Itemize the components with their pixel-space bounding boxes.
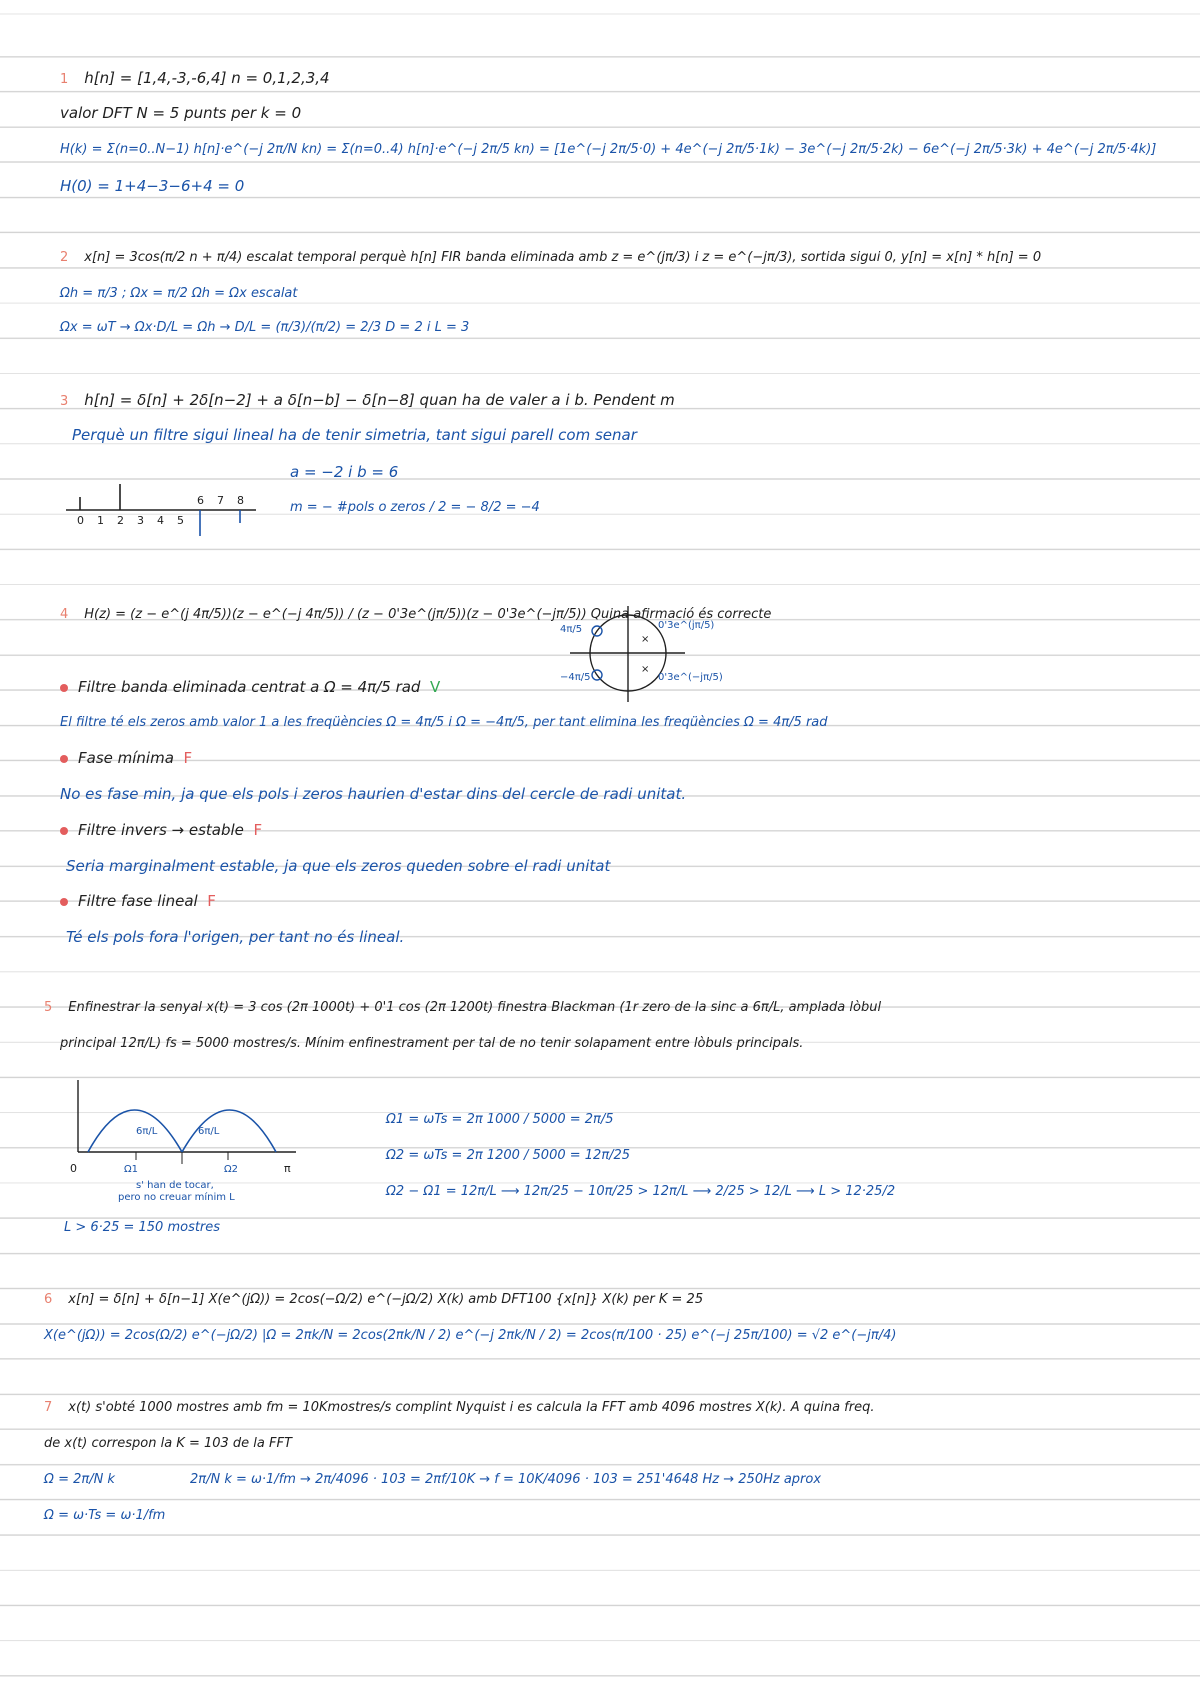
false-mark: F (207, 892, 216, 910)
problem-5-result: L > 6·25 = 150 mostres (64, 1220, 221, 1235)
tick-label: 8 (237, 494, 244, 507)
false-mark: F (253, 821, 263, 839)
check-mark: V (430, 678, 441, 696)
problem-2-line: Ωh = π/3 ; Ωx = π/2 Ωh = Ωx escalat (60, 286, 298, 301)
claim-explanation: El filtre té els zeros amb valor 1 a les freqüències Ω = 4π/5 i Ω = −4π/5, per tant elimina les freqüències Ω = 4π/5 rad (60, 715, 828, 730)
bullet-icon (60, 898, 68, 906)
problem-3-stem-plot (60, 470, 260, 536)
zero-label: 4π/5 (560, 624, 583, 635)
omega2-label: Ω2 (224, 1164, 239, 1175)
problem-7-line: Ω = 2π/N k (44, 1472, 115, 1487)
lobe-width-label: 6π/L (198, 1126, 220, 1137)
claim-explanation: Seria marginalment estable, ja que els zeros queden sobre el radi unitat (66, 857, 611, 875)
pi-label: π (284, 1162, 291, 1175)
problem-5-line: Ω1 = ωTs = 2π 1000 / 5000 = 2π/5 (386, 1112, 614, 1127)
problem-5-line: Ω2 − Ω1 = 12π/L ⟶ 12π/25 − 10π/25 > 12π/L ⟶ 2/25 > 12/L ⟶ L > 12·25/2 (386, 1184, 896, 1199)
problem-1-formula: H(k) = Σ(n=0..N−1) h[n]·e^(−j 2π/N kn) = Σ(n=0..4) h[n]·e^(−j 2π/5 kn) = [1e^(−j 2π/5·0) + 4e^(−j 2π/5·1k) − 3e^(−j 2π/5·2k) − 6e^(−j 2π/5·3k) + 4e^(−j 2π/5·4k)] (60, 142, 1157, 157)
pole-label: 0'3e^(−jπ/5) (658, 672, 723, 683)
tick-label: 7 (217, 494, 224, 507)
tick-label: 0 (77, 514, 84, 527)
problem-3-statement: 3 h[n] = δ[n] + 2δ[n−2] + a δ[n−b] − δ[n−8] quan ha de valer a i b. Pendent m (60, 391, 675, 409)
claim-item: Filtre fase lineal F (60, 891, 216, 911)
pole-marker: × (641, 634, 650, 645)
problem-2-line: Ωx = ωT → Ωx·D/L = Ωh → D/L = (π/3)/(π/2) = 2/3 D = 2 i L = 3 (60, 320, 470, 335)
lobe-note-line: pero no creuar mínim L (118, 1192, 235, 1202)
origin-label: 0 (70, 1162, 77, 1175)
problem-3-explanation: Perquè un filtre sigui lineal ha de tenir simetria, tant sigui parell com senar (72, 426, 637, 444)
claim-explanation: No es fase min, ja que els pols i zeros haurien d'estar dins del cercle de radi unitat. (60, 785, 687, 803)
problem-6-statement: 6 x[n] = δ[n] + δ[n−1] X(e^(jΩ)) = 2cos(−Ω/2) e^(−jΩ/2) X(k) amb DFT100 {x[n]} X(k) per K = 25 (44, 1292, 704, 1307)
tick-label: 2 (117, 514, 124, 527)
lobe-width-label: 6π/L (136, 1126, 158, 1137)
claim-item: Fase mínima F (60, 748, 192, 768)
tick-label: 1 (97, 514, 104, 527)
problem-number: 5 (44, 1000, 53, 1015)
zero-label: −4π/5 (560, 672, 591, 683)
problem-5-line: Ω2 = ωTs = 2π 1200 / 5000 = 12π/25 (386, 1148, 631, 1163)
problem-1-statement: 1 h[n] = [1,4,-3,-6,4] n = 0,1,2,3,4 (60, 69, 330, 87)
bullet-icon (60, 684, 68, 692)
problem-4-statement: 4 H(z) = (z − e^(j 4π/5))(z − e^(−j 4π/5)) / (z − 0'3e^(jπ/5))(z − 0'3e^(−jπ/5)) Quina afirmació és correcte (60, 607, 772, 622)
bullet-icon (60, 827, 68, 835)
pole-zero-diagram (560, 598, 740, 708)
problem-3-slope: m = − #pols o zeros / 2 = − 8/2 = −4 (290, 500, 540, 515)
problem-3-answer: a = −2 i b = 6 (290, 463, 399, 481)
problem-6-line: X(e^(jΩ)) = 2cos(Ω/2) e^(−jΩ/2) |Ω = 2πk/N = 2cos(2πk/N / 2) e^(−j 2πk/N / 2) = 2cos(π/100 · 25) e^(−j 25π/100) = √2 e^(−jπ/4) (44, 1328, 897, 1343)
lobe-note (118, 1180, 235, 1202)
pole-marker: × (641, 664, 650, 675)
problem-number: 1 (60, 72, 69, 87)
window-lobes-plot (64, 1076, 304, 1202)
problem-number: 6 (44, 1292, 53, 1307)
problem-7-derivation: 2π/N k = ω·1/fm → 2π/4096 · 103 = 2πf/10K → f = 10K/4096 · 103 = 251'4648 Hz → 250Hz aprox (190, 1472, 822, 1487)
claim-item: Filtre invers → estable F (60, 820, 262, 840)
problem-1-line: valor DFT N = 5 punts per k = 0 (60, 104, 302, 122)
bullet-icon (60, 755, 68, 763)
problem-number: 7 (44, 1400, 53, 1415)
main-lobe-2 (182, 1110, 276, 1152)
problem-1-result: H(0) = 1+4−3−6+4 = 0 (60, 177, 245, 195)
problem-7-statement: 7 x(t) s'obté 1000 mostres amb fm = 10Kmostres/s complint Nyquist i es calcula la FFT amb 4096 mostres X(k). A quina freq. (44, 1400, 875, 1415)
tick-label: 6 (197, 494, 204, 507)
pole-label: 0'3e^(jπ/5) (658, 620, 715, 631)
problem-2-statement: 2 x[n] = 3cos(π/2 n + π/4) escalat temporal perquè h[n] FIR banda eliminada amb z = e^(jπ/3) i z = e^(−jπ/3), sortida sigui 0, y[n] = x[n] * h[n] = 0 (60, 250, 1042, 265)
tick-label: 4 (157, 514, 164, 527)
problem-number: 4 (60, 607, 69, 622)
omega1-label: Ω1 (124, 1164, 139, 1175)
problem-7-line: Ω = ω·Ts = ω·1/fm (44, 1508, 166, 1523)
false-mark: F (183, 749, 193, 767)
problem-5-statement: 5 Enfinestrar la senyal x(t) = 3 cos (2π 1000t) + 0'1 cos (2π 1200t) finestra Blackman (1r zero de la sinc a 6π/L, amplada lòbul (44, 1000, 882, 1015)
claim-explanation: Té els pols fora l'origen, per tant no és lineal. (66, 928, 405, 946)
problem-5-statement-cont: principal 12π/L) fs = 5000 mostres/s. Mínim enfinestrament per tal de no tenir solapament entre lòbuls principals. (60, 1036, 804, 1051)
problem-number: 3 (60, 394, 69, 409)
main-lobe-1 (88, 1110, 182, 1152)
problem-7-statement-cont: de x(t) correspon la K = 103 de la FFT (44, 1436, 292, 1451)
tick-label: 3 (137, 514, 144, 527)
problem-number: 2 (60, 250, 69, 265)
tick-label: 5 (177, 514, 184, 527)
claim-item: Filtre banda eliminada centrat a Ω = 4π/5 rad V (60, 677, 440, 697)
lobe-note-line: s' han de tocar, (136, 1180, 214, 1191)
